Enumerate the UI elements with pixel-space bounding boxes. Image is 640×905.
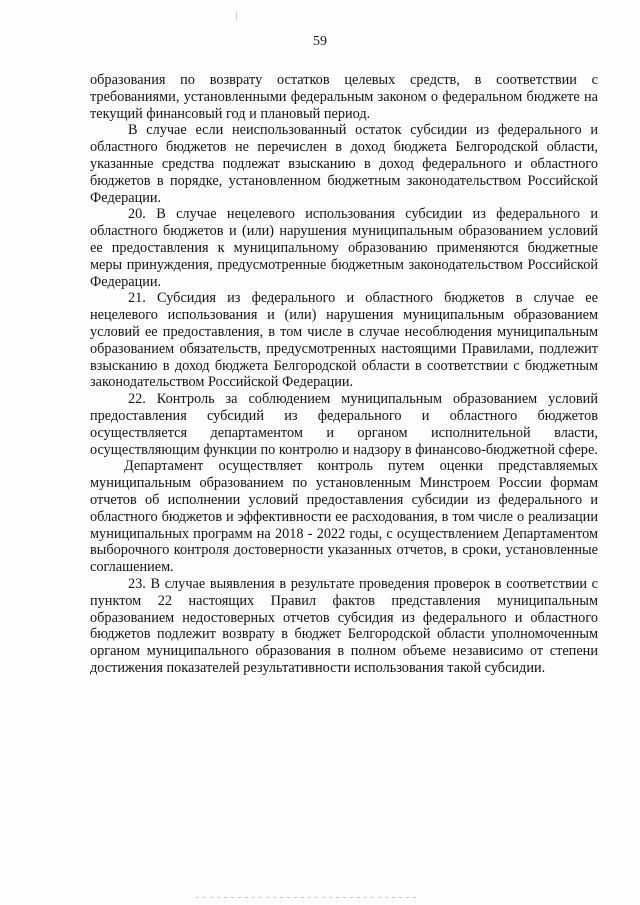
- scan-artifact-bottom: [196, 897, 416, 898]
- page-number: 59: [313, 34, 327, 49]
- scan-artifact-top: [236, 12, 237, 20]
- paragraph-continuation: образования по возврату остатков целевых средств, в соответствии с требованиями, установленными федеральным законом о федеральном бюджете на текущий финансовый год и плановый период.: [90, 72, 598, 122]
- paragraph-unused-balance: В случае если неиспользованный остаток субсидии из федерального и областного бюджетов не перечислен в доход бюджета Белгородской области, указанные средства подлежат взысканию в доход федерального и областного бюджетов в порядке, установленном бюджетным законодательством Российской Федерации.: [90, 122, 598, 206]
- paragraph-clause-22: 22. Контроль за соблюдением муниципальным образованием условий предоставления субсидий из федерального и областного бюджетов осуществляется департаментом и органом исполнительной власти, осуществляющим функции по контролю и надзору в финансово-бюджетной сфере.: [90, 391, 598, 458]
- document-body: [90, 72, 598, 677]
- paragraph-clause-21: 21. Субсидия из федерального и областного бюджетов в случае ее нецелевого использования и (или) нарушения муниципальным образованием условий ее предоставления, в том числе в случае несоблюдения муниципальным образованием обязательств, предусмотренных настоящими Правилами, подлежит взысканию в доход бюджета Белгородской области в соответствии с бюджетным законодательством Российской Федерации.: [90, 290, 598, 391]
- paragraph-clause-20: 20. В случае нецелевого использования субсидии из федерального и областного бюджетов и (или) нарушения муниципальным образованием условий ее предоставления к муниципальному образованию применяются бюджетные меры принуждения, предусмотренные бюджетным законодательством Российской Федерации.: [90, 206, 598, 290]
- paragraph-clause-23: 23. В случае выявления в результате проведения проверок в соответствии с пунктом 22 настоящих Правил фактов представления муниципальным образованием недостоверных отчетов субсидия из федерального и областного бюджетов подлежит возврату в бюджет Белгородской области уполномоченным органом муниципального образования в полном объеме независимо от степени достижения показателей результативности использования такой субсидии.: [90, 575, 598, 676]
- paragraph-department-control: Департамент осуществляет контроль путем оценки представляемых муниципальным образованием по установленным Минстроем России формам отчетов об исполнении условий предоставления субсидии из федерального и областного бюджетов и эффективности ее расходования, в том числе о реализации муниципальных программ на 2018 - 2022 годы, с осуществлением Департаментом выборочного контроля достоверности указанных отчетов, в сроки, установленные соглашением.: [90, 458, 598, 576]
